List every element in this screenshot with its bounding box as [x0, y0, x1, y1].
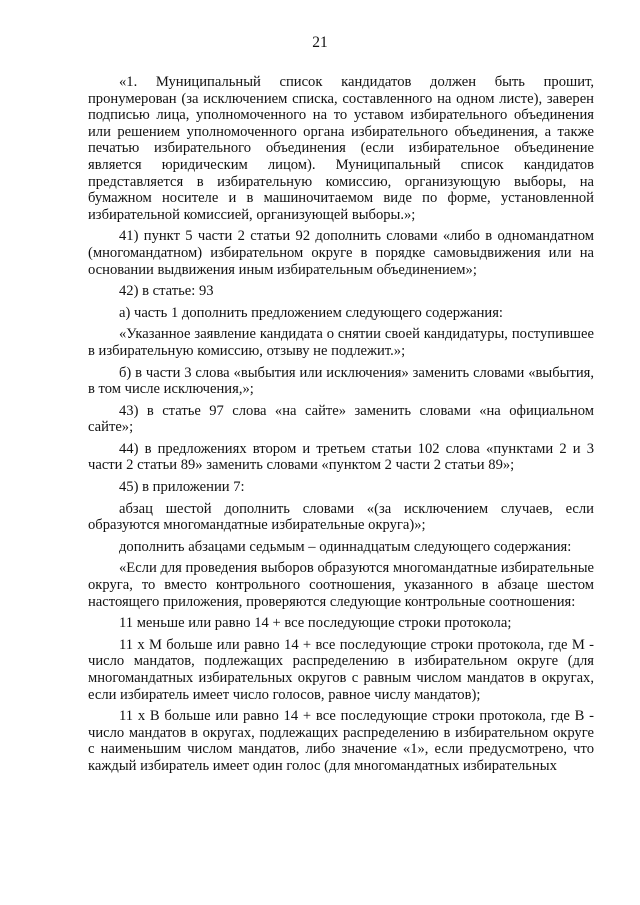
paragraph-14: 11 x M больше или равно 14 + все последующие строки протокола, где M - число мандатов, подлежащих распределению в избирательном округе (для многомандатных избирательных округов с равным числом мандатов в округах, если избиратель имеет число голосов, равное числу мандатов); [88, 636, 594, 703]
paragraph-9: 45) в приложении 7: [119, 479, 245, 496]
document-body [88, 74, 594, 780]
paragraph-8: 44) в предложениях втором и третьем статьи 102 слова «пунктами 2 и 3 части 2 статьи 89» заменить словами «пунктом 2 части 2 статьи 89»; [88, 440, 594, 474]
paragraph-15: 11 x B больше или равно 14 + все последующие строки протокола, где B - число мандатов в округах, подлежащих распределению в избирательном округе с наименьшим числом мандатов, либо значение «1», если предусмотрено, что каждый избиратель имеет один голос (для многомандатных избирательных [88, 708, 594, 774]
paragraph-7: 43) в статье 97 слова «на сайте» заменить словами «на официальном сайте»; [88, 402, 594, 436]
paragraph-5: «Указанное заявление кандидата о снятии своей кандидатуры, поступившее в избирательную комиссию, отзыву не подлежит.»; [88, 326, 594, 359]
page-number: 21 [312, 34, 328, 51]
paragraph-6: б) в части 3 слова «выбытия или исключения» заменить словами «выбытия, в том числе исключения,»; [88, 364, 594, 398]
paragraph-11: дополнить абзацами седьмым – одиннадцатым следующего содержания: [119, 538, 572, 555]
paragraph-1: «1. Муниципальный список кандидатов должен быть прошит, пронумерован (за исключением списка, составленного на одном листе), заверен подписью лица, уполномоченного на то уставом избирательного объединения или решением уполномоченного органа избирательного объединения, а также печатью избирательного объединения (если избирательное объединение является юридическим лицом). Муниципальный список кандидатов представляется в избирательную комиссию, организующую выборы, на бумажном носителе и в машиночитаемом виде по форме, установленной избирательной комиссией, организующей выборы.»; [88, 74, 594, 223]
paragraph-10: абзац шестой дополнить словами «(за исключением случаев, если образуются многомандатные избирательные округа)»; [88, 500, 594, 534]
paragraph-2: 41) пункт 5 части 2 статьи 92 дополнить словами «либо в одномандатном (многомандатном) избирательном округе в порядке самовыдвижения или на основании выдвижения иным избирательным объединением»; [88, 228, 594, 278]
paragraph-13: 11 меньше или равно 14 + все последующие строки протокола; [119, 615, 512, 632]
paragraph-4: а) часть 1 дополнить предложением следующего содержания: [119, 304, 503, 321]
paragraph-12: «Если для проведения выборов образуются многомандатные избирательные округа, то вместо контрольного соотношения, указанного в абзаце шестом настоящего приложения, проверяются следующие контрольные соотношения: [88, 560, 594, 610]
paragraph-3: 42) в статье: 93 [119, 283, 214, 300]
